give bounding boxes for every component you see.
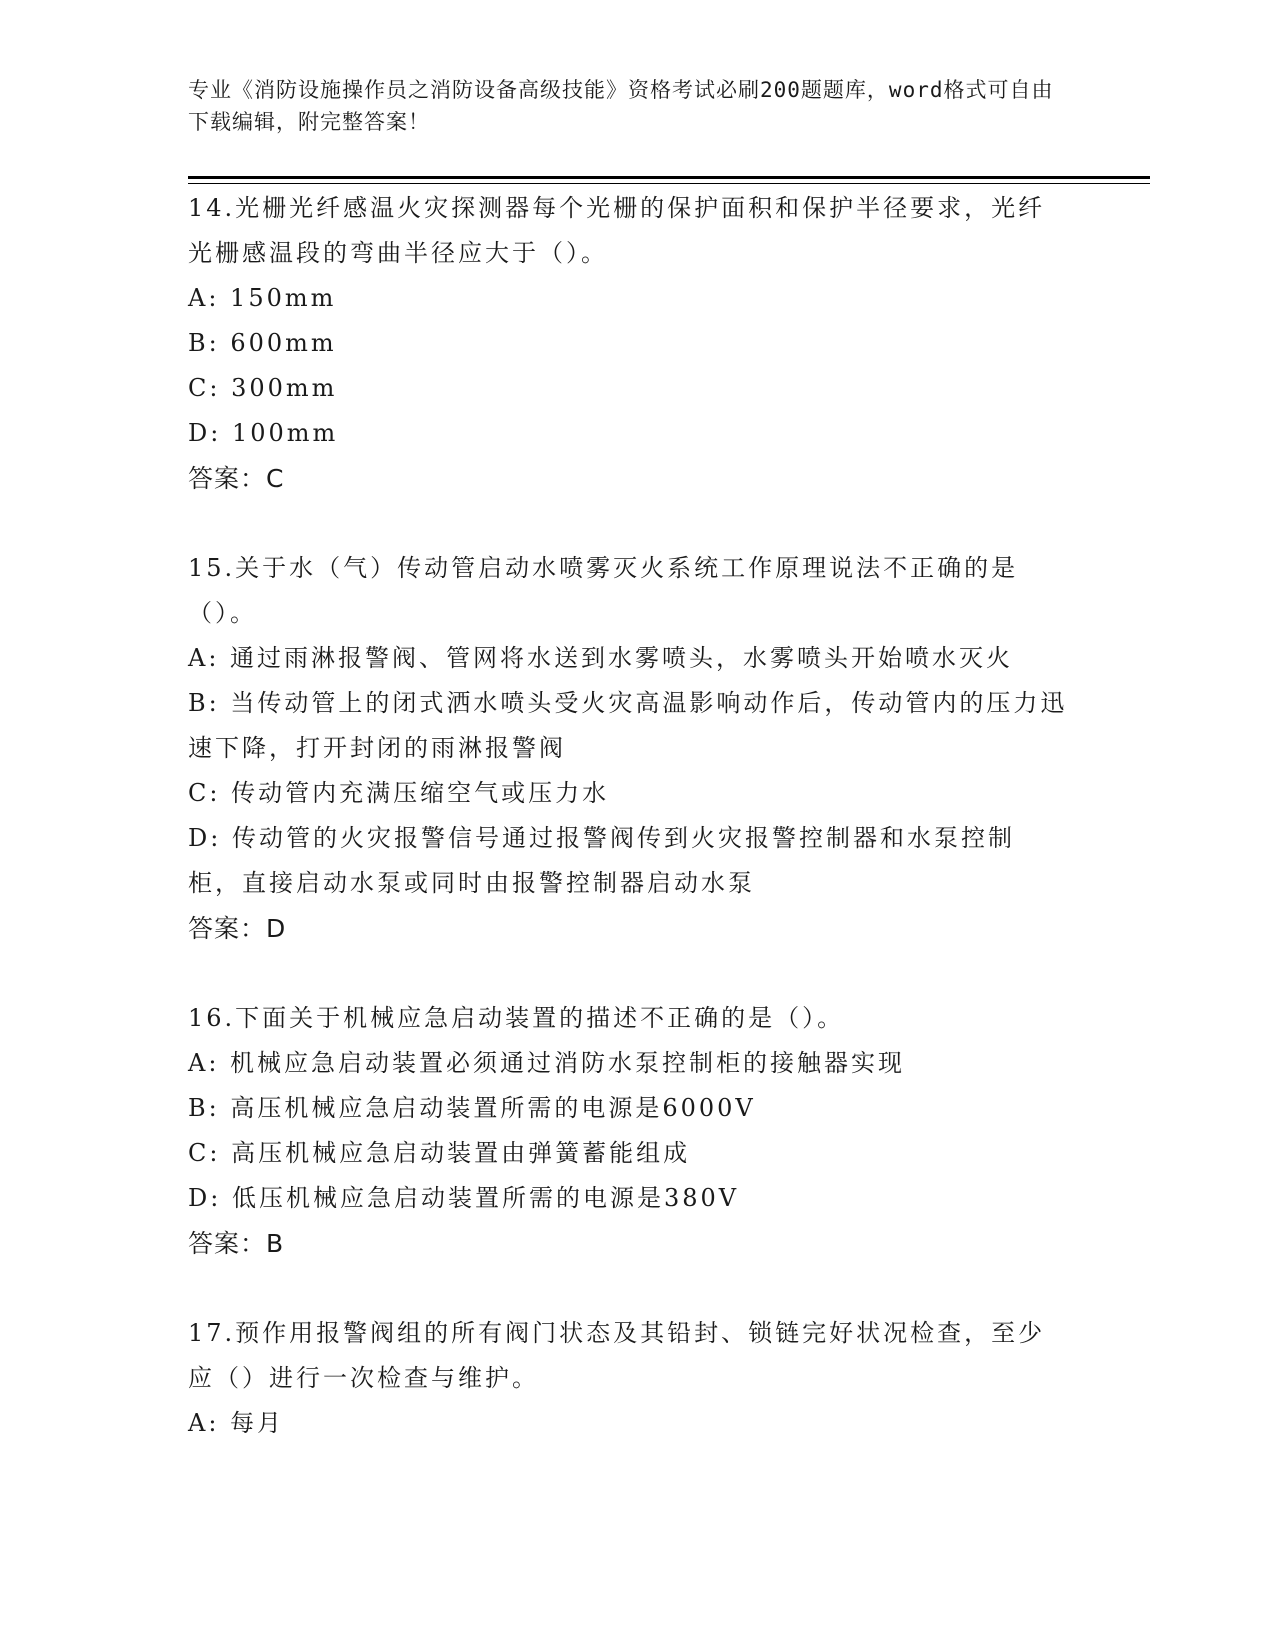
answer-line: 答案：D (188, 914, 287, 943)
question-spacer (188, 951, 1068, 996)
option-c: C: 高压机械应急启动装置由弹簧蓄能组成 (188, 1139, 691, 1167)
option-a: A: 通过雨淋报警阀、管网将水送到水雾喷头，水雾喷头开始喷水灭火 (188, 644, 1014, 672)
header-divider-thick (188, 176, 1150, 179)
question-15 (188, 546, 1068, 951)
question-14 (188, 186, 1068, 501)
document-header: 专业《消防设施操作员之消防设备高级技能》资格考试必刷200题题库，word格式可自由下载编辑，附完整答案！ (188, 78, 1054, 134)
question-stem: 14.光栅光纤感温火灾探测器每个光栅的保护面积和保护半径要求，光纤光栅感温段的弯曲半径应大于（）。 (188, 194, 1046, 267)
option-c: C: 300mm (188, 374, 338, 402)
question-spacer (188, 1266, 1068, 1311)
option-b: B: 高压机械应急启动装置所需的电源是6000V (188, 1094, 756, 1122)
option-d: D: 100mm (188, 419, 339, 447)
answer-line: 答案：B (188, 1229, 285, 1258)
question-stem: 16.下面关于机械应急启动装置的描述不正确的是（）。 (188, 1004, 845, 1032)
question-16 (188, 996, 1068, 1266)
question-stem: 17.预作用报警阀组的所有阀门状态及其铅封、锁链完好状况检查，至少应（）进行一次检查与维护。 (188, 1319, 1046, 1392)
header-divider-thin (188, 183, 1150, 184)
option-b: B: 600mm (188, 329, 337, 357)
option-a: A: 机械应急启动装置必须通过消防水泵控制柜的接触器实现 (188, 1049, 906, 1077)
option-d: D: 传动管的火灾报警信号通过报警阀传到火灾报警控制器和水泵控制柜，直接启动水泵或同时由报警控制器启动水泵 (188, 824, 1015, 897)
question-spacer (188, 501, 1068, 546)
question-list (188, 186, 1068, 1446)
option-d: D: 低压机械应急启动装置所需的电源是380V (188, 1184, 740, 1212)
option-c: C: 传动管内充满压缩空气或压力水 (188, 779, 610, 807)
question-17 (188, 1311, 1068, 1446)
answer-line: 答案：C (188, 464, 285, 493)
option-a: A: 每月 (188, 1409, 285, 1437)
question-stem: 15.关于水（气）传动管启动水喷雾灭火系统工作原理说法不正确的是（）。 (188, 554, 1019, 627)
option-a: A: 150mm (188, 284, 337, 312)
option-b: B: 当传动管上的闭式洒水喷头受火灾高温影响动作后，传动管内的压力迅速下降，打开封闭的雨淋报警阀 (188, 689, 1068, 762)
